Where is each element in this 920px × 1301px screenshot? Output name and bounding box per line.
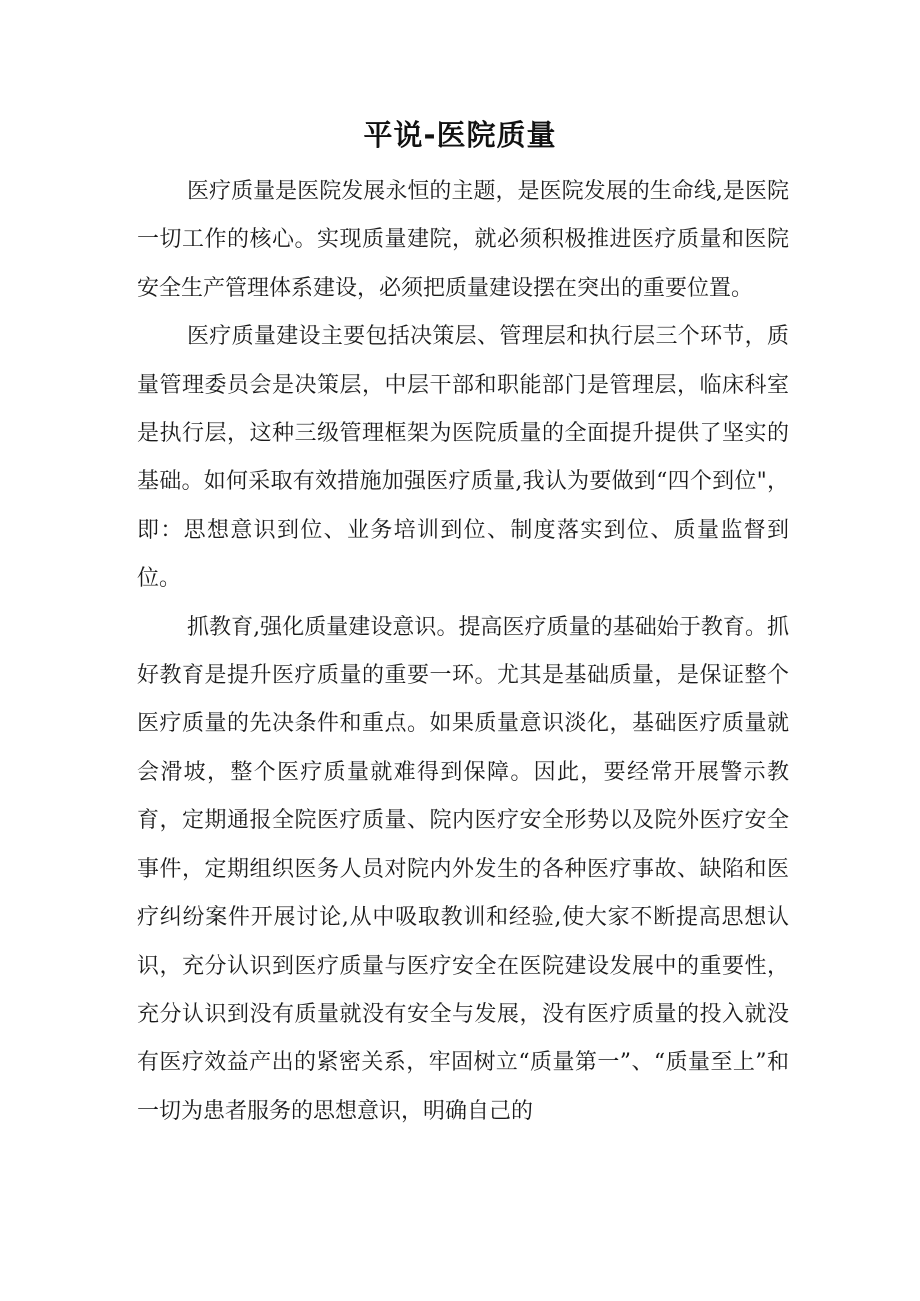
paragraph: 医疗质量是医院发展永恒的主题，是医院发展的生命线,是医院一切工作的核心。实现质量建院，就必须积极推进医疗质量和医院安全生产管理体系建设，必须把质量建设摆在突出的重要位置。 (137, 179, 789, 301)
document-body (137, 168, 789, 1136)
paragraph: 抓教育,强化质量建设意识。提高医疗质量的基础始于教育。抓好教育是提升医疗质量的重要一环。尤其是基础质量，是保证整个医疗质量的先决条件和重点。如果质量意识淡化，基础医疗质量就会滑坡，整个医疗质量就难得到保障。因此，要经常开展警示教育，定期通报全院医疗质量、院内医疗安全形势以及院外医疗安全事件，定期组织医务人员对院内外发生的各种医疗事故、缺陷和医疗纠纷案件开展讨论,从中吸取教训和经验,使大家不断提高思想认识，充分认识到医疗质量与医疗安全在医院建设发展中的重要性，充分认识到没有质量就没有安全与发展，没有医疗质量的投入就没有医疗效益产出的紧密关系，牢固树立“质量第一”、“质量至上”和一切为患者服务的思想意识，明确自己的 (137, 614, 789, 1124)
paragraph: 医疗质量建设主要包括决策层、管理层和执行层三个环节，质量管理委员会是决策层，中层干部和职能部门是管理层，临床科室是执行层，这种三级管理框架为医院质量的全面提升提供了坚实的基础。如何采取有效措施加强医疗质量,我认为要做到“四个到位"，即：思想意识到位、业务培训到位、制度落实到位、质量监督到位。 (137, 324, 789, 592)
page-title: 平说-医院质量 (363, 118, 557, 152)
